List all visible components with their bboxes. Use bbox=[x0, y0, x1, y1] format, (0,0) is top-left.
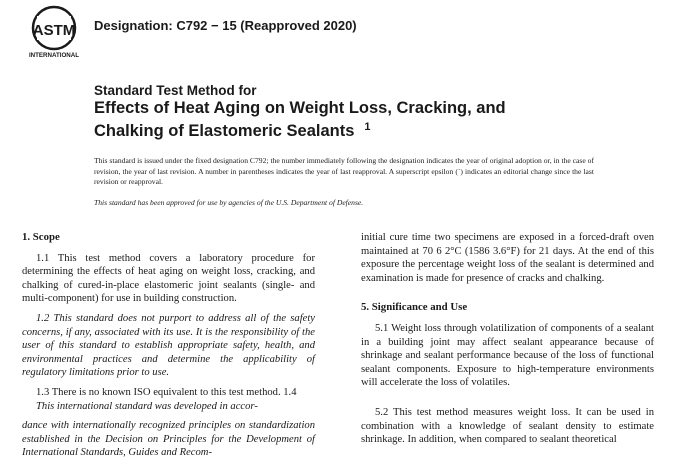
paragraph-continued: initial cure time two specimens are exposed in a forced-draft oven maintained at 70 6 2°C (1586 3.6°F) for 21 days. At the end of this exposure the percentage weight loss of the sealant is determined and examination is made for presence of cracks and chalking. bbox=[361, 232, 654, 284]
logo-subtext: INTERNATIONAL bbox=[28, 52, 80, 59]
paragraph-1-4b: dance with internationally recognized principles on standardization established in the Decision on Principles for the Development of International Standards, Guides and Recom- bbox=[22, 420, 315, 459]
title-line-1: Standard Test Method for bbox=[94, 83, 257, 98]
significance-heading: 5. Significance and Use bbox=[361, 301, 468, 314]
title-line-3-text: Chalking of Elastomeric Sealants bbox=[94, 122, 355, 140]
title-footnote-mark: 1 bbox=[364, 121, 371, 133]
scope-heading: 1. Scope bbox=[22, 231, 60, 243]
right-column bbox=[361, 231, 654, 453]
paragraph-5-2: 5.2 This test method measures weight loss. It can be used in combination with a knowledge of sealant density to estimate shrinkage. In addition, when compared to sealant theoretical bbox=[361, 406, 654, 446]
paragraph-1-2: 1.2 This standard does not purport to address all of the safety concerns, if any, associated with its use. It is the responsibility of the user of this standard to establish appropriate safety, health, and environmental practices and determine the applicability of regulatory limitations prior to use. bbox=[22, 312, 315, 379]
dod-approval-notice: This standard has been approved for use by agencies of the U.S. Department of Defense. bbox=[94, 198, 364, 207]
title-line-3 bbox=[94, 118, 506, 141]
paragraph-1-3: 1.3 There is no known ISO equivalent to this test method. 1.4 bbox=[36, 386, 297, 398]
paragraph-1-4a: This international standard was developed in accor- bbox=[36, 400, 258, 412]
issuance-notice: This standard is issued under the fixed designation C792; the number immediately following the designation indicates the year of original adoption or, in the case of revision, the year of last revision. A number in parentheses indicates the year of last reapproval. A superscript epsilon (´) indicates an editorial change since the last revision or reapproval. bbox=[94, 156, 594, 186]
title-line-2: Effects of Heat Aging on Weight Loss, Cracking, and bbox=[94, 99, 506, 117]
title-block bbox=[94, 83, 506, 141]
paragraph-1-1: 1.1 This test method covers a laboratory procedure for determining the effects of heat aging on weight loss, cracking, and chalking of cured-in-place elastomeric joint sealants (single- and multi-component) for use in building construction. bbox=[22, 252, 315, 305]
designation: Designation: C792 − 15 (Reapproved 2020) bbox=[94, 18, 357, 33]
logo-text: ASTM bbox=[32, 22, 76, 39]
astm-logo bbox=[22, 4, 86, 60]
paragraph-5-1: 5.1 Weight loss through volatilization of components of a sealant in a building joint may affect sealant appearance because of shrinkage and sealant performance because of the loss of functional sealant components. Exposure to high-temperature environments will accelerate the loss of volatiles. bbox=[361, 322, 654, 389]
left-column bbox=[22, 231, 315, 466]
